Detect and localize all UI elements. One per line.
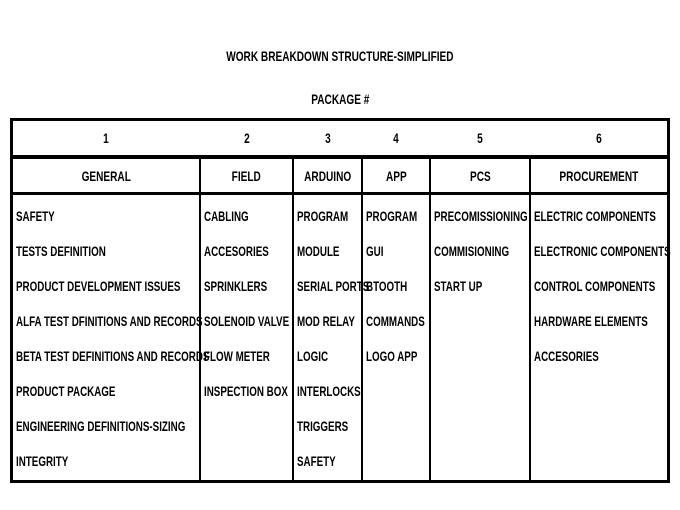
wbs-item: ACCESORIES [204,243,269,259]
column-header-pcs: PCS [431,159,531,192]
wbs-item: PROGRAM [366,208,418,224]
wbs-item: GUI [366,243,384,259]
wbs-item: LOGO APP [366,348,418,364]
column-header-arduino: ARDUINO [294,159,363,192]
column-items-arduino [294,195,370,480]
package-number-label [10,91,670,107]
column-items-general [13,195,210,480]
wbs-item: ACCESORIES [534,348,599,364]
package-number-5: 5 [477,130,483,146]
wbs-item: ENGINEERING DEFINITIONS-SIZING [16,418,186,434]
wbs-item: PRODUCT PACKAGE [16,383,116,399]
wbs-item: ELECTRIC COMPONENTS [534,208,656,224]
column-items-procurement [531,195,671,480]
column-items-field [201,195,294,480]
wbs-item: CONTROL COMPONENTS [534,278,656,294]
wbs-item: HARDWARE ELEMENTS [534,313,648,329]
column-header-procurement: PROCUREMENT [559,167,639,184]
table-body [13,195,671,480]
package-number-2: 2 [243,130,250,146]
wbs-item: CABLING [204,208,249,224]
wbs-item: INSPECTION BOX [204,383,288,399]
wbs-item: INTEGRITY [16,453,69,469]
wbs-item: PRODUCT DEVELOPMENT ISSUES [16,278,181,294]
package-number-4: 4 [393,130,399,146]
wbs-item: TESTS DEFINITION [16,243,106,259]
package-number-3: 3 [324,130,331,146]
category-header-row [13,159,667,195]
column-items-app [363,195,431,480]
column-header-field: FIELD [201,159,294,192]
wbs-item: SAFETY [16,208,55,224]
package-number-row [13,121,667,159]
wbs-item: MOD RELAY [297,313,355,329]
wbs-item: BTOOTH [366,278,408,294]
package-number-1: 1 [103,130,109,146]
wbs-item: MODULE [297,243,340,259]
wbs-table [10,118,670,483]
wbs-item: ELECTRONIC COMPONENTS [534,243,671,259]
wbs-item: SERIAL PORTS [297,278,370,294]
wbs-item: SPRINKLERS [204,278,268,294]
wbs-item: START UP [434,278,483,294]
wbs-item: INTERLOCKS [297,383,361,399]
wbs-item: SAFETY [297,453,336,469]
page-title-text: WORK BREAKDOWN STRUCTURE-SIMPLIFIED [226,48,454,64]
wbs-item: BETA TEST DEFINITIONS AND RECORDS [16,348,210,364]
column-header-app: APP [363,159,431,192]
column-header-general: GENERAL [13,159,201,192]
wbs-item: PRECOMISSIONING [434,208,528,224]
wbs-item: FLOW METER [204,348,270,364]
column-items-pcs [431,195,531,480]
wbs-item: COMMISIONING [434,243,510,259]
wbs-item: PROGRAM [297,208,349,224]
wbs-item: LOGIC [297,348,329,364]
wbs-item: ALFA TEST DFINITIONS AND RECORDS [16,313,203,329]
page-title [10,48,670,64]
package-number-label-text: PACKAGE # [310,91,370,107]
package-number-6: 6 [596,130,602,146]
wbs-item: COMMANDS [366,313,425,329]
wbs-item: TRIGGERS [297,418,349,434]
wbs-item: SOLENOID VALVE [204,313,290,329]
